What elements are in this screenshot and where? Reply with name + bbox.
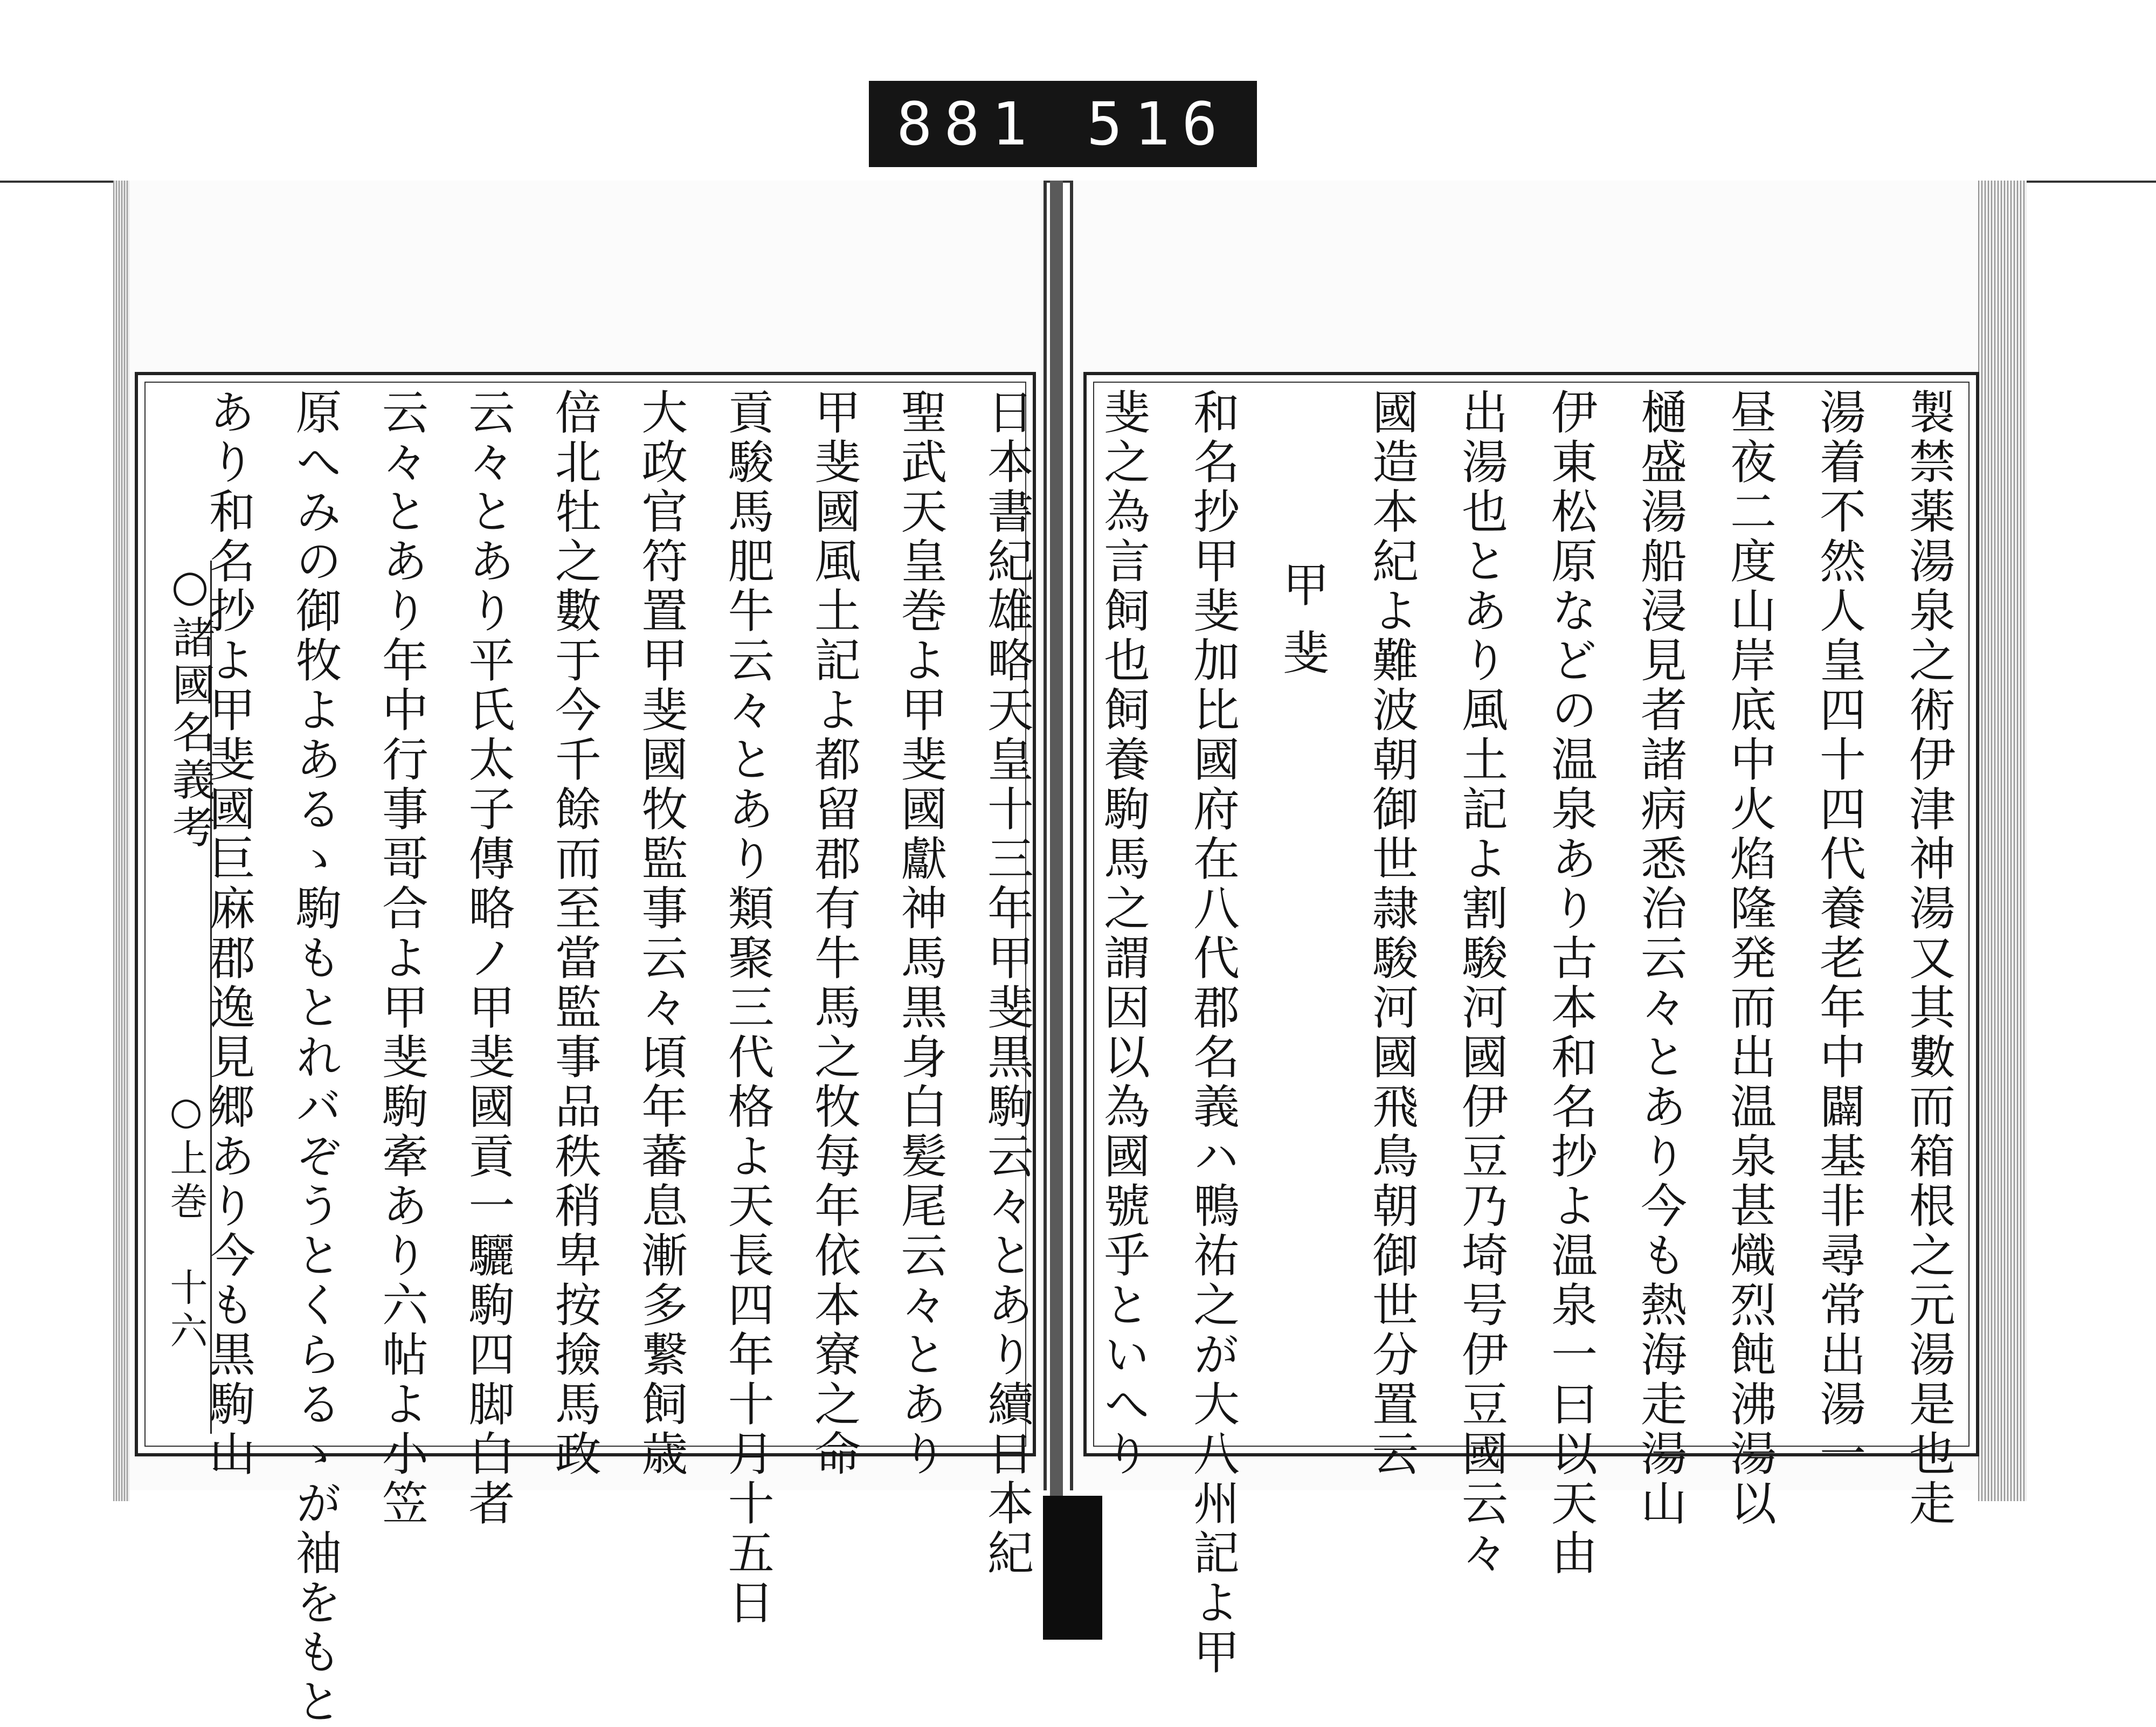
text-column: 日本書紀雄略天皇十三年甲斐黒駒云々とあり續日本紀 — [979, 388, 1033, 1578]
text-column: 湯着不然人皇四十四代養老年中闢基非尋常出湯一 — [1812, 388, 1865, 1479]
text-column: 貢駿馬肥牛云々とあり類聚三代格よ天長四年十月十五日 — [720, 388, 774, 1628]
text-column: 大政官符置甲斐國牧監事云々頃年蕃息漸多繋飼歳 — [633, 388, 688, 1479]
text-column: 和名抄甲斐加比國府在八代郡名義ハ鴨祐之が大八州記よ甲 — [1185, 388, 1239, 1677]
microfilm-frame-number: 881 516 — [869, 81, 1257, 167]
right-page-edge — [1978, 181, 2027, 1501]
running-header-title: ○諸國名義考 — [165, 561, 215, 852]
text-column: 製禁薬湯泉之術伊津神湯又其數而箱根之元湯是也走 — [1901, 388, 1955, 1529]
text-column: 云々とあり年中行事哥合よ甲斐駒牽あり六帖よ小笠 — [374, 388, 428, 1529]
left-page-edge — [113, 181, 129, 1501]
text-column: 出湯也とあり風土記よ割駿河國伊豆乃埼号伊豆國云々 — [1454, 388, 1508, 1578]
text-column: 昼夜二度山岸底中火焰隆発而出温泉甚熾烈飩沸湯以 — [1722, 388, 1776, 1529]
book-spine — [1050, 181, 1063, 1636]
text-column: 倍北牡之數于今千餘而至當監事品秩稍卑按撿馬政 — [547, 388, 601, 1479]
text-column: 甲斐國風土記よ都留郡有牛馬之牧每年依本寮之命 — [806, 388, 861, 1479]
text-column: 伊東松原などの温泉あり古本和名抄よ温泉一曰以天由 — [1543, 388, 1597, 1578]
spine-shadow — [1043, 1496, 1102, 1640]
text-column: 聖武天皇巻よ甲斐國獻神馬黒身白髪尾云々とあり — [893, 388, 947, 1479]
text-column: 斐之為言飼也飼養駒馬之謂因以為國號乎といへり — [1096, 388, 1150, 1479]
section-heading: 甲斐 — [1275, 561, 1329, 696]
right-page-text — [1096, 388, 1955, 1677]
text-column: あり和名抄よ甲斐國巨麻郡逸見郷あり今も黒駒山 — [201, 388, 255, 1479]
text-column: 國造本紀よ難波朝御世隷駿河國飛鳥朝御世分置云 — [1364, 388, 1418, 1479]
running-header-volume: ○上巻 十六 — [164, 1089, 208, 1354]
text-column: 云々とあり平氏太子傳略ノ甲斐國貢一驪駒四脚白者 — [460, 388, 515, 1529]
text-column: 樋盛湯船浸見者諸病悉治云々とあり今も熱海走湯山 — [1633, 388, 1687, 1529]
text-column: 原へみの御牧よあるゝ駒もとれバぞうとくらるゝが袖をもと — [287, 388, 342, 1727]
left-page-text — [201, 388, 1033, 1727]
